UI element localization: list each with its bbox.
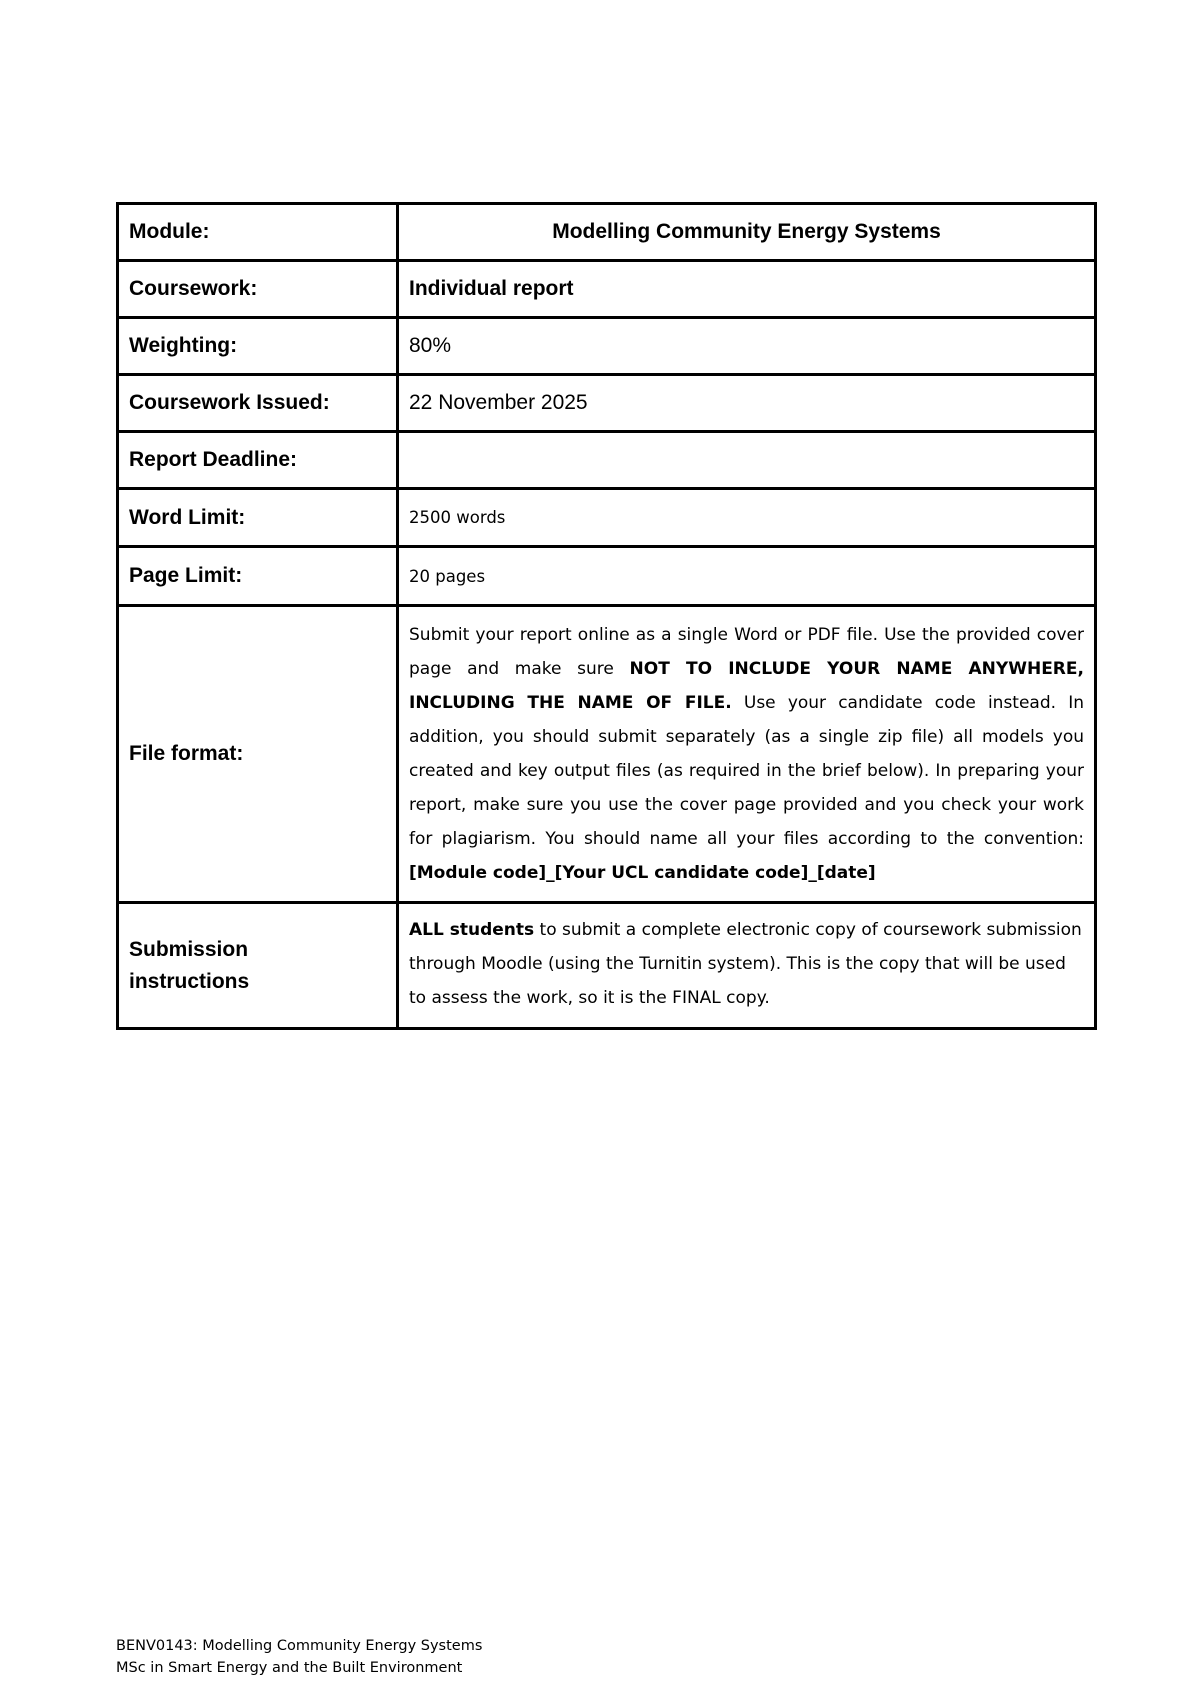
page-limit-label: Page Limit: bbox=[118, 547, 398, 606]
submission-label-line1: Submission bbox=[129, 937, 249, 961]
deadline-label: Report Deadline: bbox=[118, 432, 398, 489]
file-format-label: File format: bbox=[118, 606, 398, 903]
file-format-text-2: Use your candidate code instead. In addition, you should submit separately (as a single zip file) all models you created and key output files (as required in the brief below). In preparing your report, make sure you use the cover page provided and you check your work for plagiarism. You should name all your files according to the convention: bbox=[409, 693, 1085, 849]
weighting-label: Weighting: bbox=[118, 318, 398, 375]
issued-label: Coursework Issued: bbox=[118, 375, 398, 432]
submission-label-line2: instructions bbox=[129, 969, 250, 993]
module-value: Modelling Community Energy Systems bbox=[398, 204, 1096, 261]
file-naming-convention: [Module code]_[Your UCL candidate code]_[date] bbox=[409, 863, 876, 883]
page-limit-value: 20 pages bbox=[398, 547, 1096, 606]
row-module bbox=[118, 204, 1096, 261]
submission-emphasis: ALL students bbox=[409, 919, 535, 940]
submission-text: to submit a complete electronic copy of coursework submission through Moodle (using the Turnitin system). This is the copy that will be used to assess the work, so it is the FINAL copy. bbox=[409, 919, 1082, 1008]
submission-label bbox=[118, 903, 398, 1029]
row-file-format bbox=[118, 606, 1096, 903]
module-label: Module: bbox=[118, 204, 398, 261]
coursework-label: Coursework: bbox=[118, 261, 398, 318]
row-page-limit bbox=[118, 547, 1096, 606]
weighting-value: 80% bbox=[398, 318, 1096, 375]
issued-value: 22 November 2025 bbox=[398, 375, 1096, 432]
deadline-value bbox=[398, 432, 1096, 489]
submission-value bbox=[398, 903, 1096, 1029]
word-limit-label: Word Limit: bbox=[118, 489, 398, 547]
word-limit-value: 2500 words bbox=[398, 489, 1096, 547]
file-format-text-1: Submit your report online as a single Word or PDF file. Use the provided cover page and make sure bbox=[409, 625, 1084, 679]
footer-module-line: BENV0143: Modelling Community Energy Systems bbox=[116, 1638, 483, 1654]
row-coursework bbox=[118, 261, 1096, 318]
row-word-limit bbox=[118, 489, 1096, 547]
file-format-value bbox=[398, 606, 1096, 903]
file-format-warning: NOT TO INCLUDE YOUR NAME ANYWHERE, INCLUDING THE NAME OF FILE. bbox=[409, 659, 1084, 713]
footer-programme-line: MSc in Smart Energy and the Built Environment bbox=[116, 1660, 463, 1676]
page-footer bbox=[116, 1635, 482, 1679]
coursework-value: Individual report bbox=[398, 261, 1096, 318]
coursework-info-table bbox=[116, 202, 1097, 1030]
row-submission bbox=[118, 903, 1096, 1029]
row-weighting bbox=[118, 318, 1096, 375]
row-deadline bbox=[118, 432, 1096, 489]
row-issued bbox=[118, 375, 1096, 432]
